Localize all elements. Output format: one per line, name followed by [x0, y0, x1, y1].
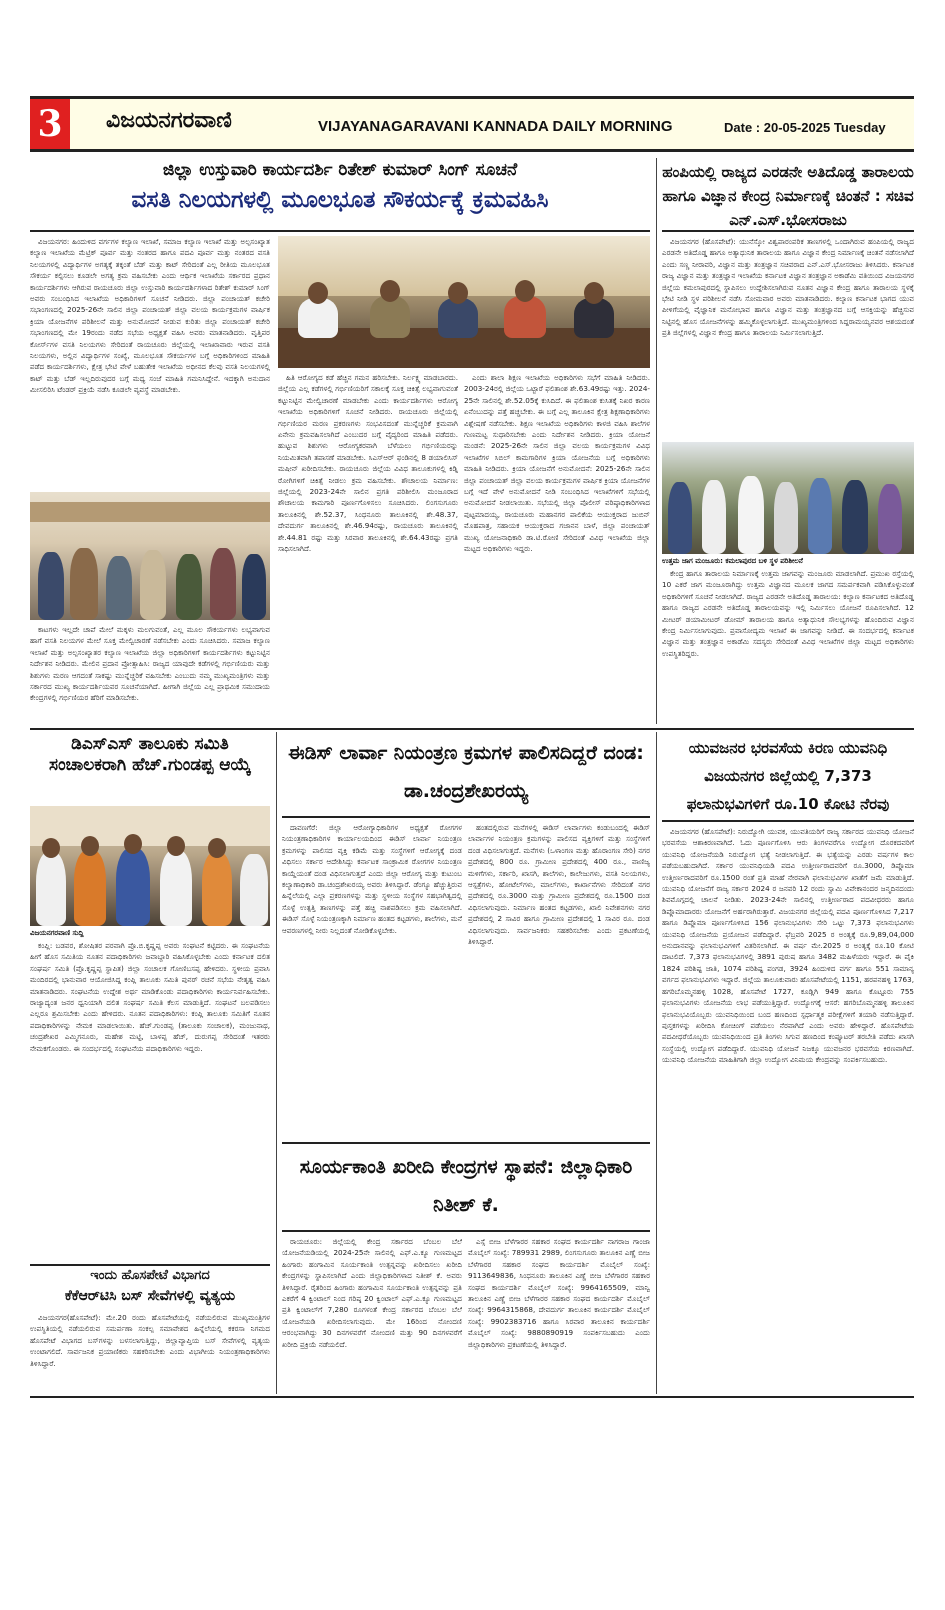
dss-headline: ಡಿಎಸ್‌ಎಸ್ ತಾಲೂಕು ಸಮಿತಿ ಸಂಚಾಲಕರಾಗಿ ಹೆಚ್.ಗುಂಡಪ್ಪ ಆಯ್ಕೆ: [49, 734, 251, 776]
sunflower-headline: ಸೂರ್ಯಕಾಂತಿ ಖರೀದಿ ಕೇಂದ್ರಗಳ ಸ್ಥಾಪನೆ: ಜಿಲ್ಲಾಧಿಕಾರಿ ನಿತೀಶ್ ಕೆ.: [299, 1156, 633, 1216]
sidebar-body-2: [662, 568, 914, 724]
lead-paragraph-1: ವಿಜಯನಗರ: ಹಿಂದುಳಿದ ವರ್ಗಗಳ ಕಲ್ಯಾಣ ಇಲಾಖೆ, ಸಮಾಜ ಕಲ್ಯಾಣ ಇಲಾಖೆ ಮತ್ತು ಅಲ್ಪಸಂಖ್ಯಾತ ಕಲ್ಯಾಣ ಇಲಾಖೆಯ ಮೆಟ್ರಿಕ್ ಪೂರ್ವ ಮತ್ತು ನಂತರದ ಹಾಗೂ ಪದವಿ ಪೂರ್ವ ಮತ್ತು ನಂತರದ ವಸತಿ ನಿಲಯಗಳಲ್ಲಿ ವಿದ್ಯಾರ್ಥಿಗಳ ಅಗತ್ಯಕ್ಕೆ ತಕ್ಕಂತೆ ಬೆಡ್ ಮತ್ತು ಕಾಟ್ ಸೇರಿದಂತೆ ಎಲ್ಲ ರೀತಿಯ ಮೂಲಭೂತ ಸೌಕರ್ಯ ಕಲ್ಪಿಸಲು ಕೂಡಲೇ ಅಗತ್ಯ ಕ್ರಮ ವಹಿಸಬೇಕು ಎಂದು ಆರ್ಥಿಕ ಇಲಾಖೆಯ ಸರ್ಕಾರದ ಪ್ರಧಾನ ಕಾರ್ಯದರ್ಶಿಗಳು ಆಗಿರುವ ರಾಯಚೂರು ಜಿಲ್ಲಾ ಉಸ್ತುವಾರಿ ಕಾರ್ಯದರ್ಶಿಗಳಾದ ರಿತೇಶ್ ಕುಮಾರ್ ಸಿಂಗ್ ಅವರು ಸಂಬಂಧಿಸಿದ ಇಲಾಖೆಯ ಅಧಿಕಾರಿಗಳಿಗೆ ಸೂಚನೆ ನೀಡಿದರು. ಜಿಲ್ಲಾ ಪಂಚಾಯತ್ ಕಚೇರಿ ಸಭಾಂಗಣದಲ್ಲಿ 2025-26ನೇ ಸಾಲಿನ ಜಿಲ್ಲಾ ಪಂಚಾಯತ್ ಜಿಲ್ಲಾ ವಲಯ ಕಾರ್ಯಕ್ರಮಗಳ ವಾರ್ಷಿಕ ಕ್ರಿಯಾ ಯೋಜನೆಗಳ ಪರಿಶೀಲನೆ ಮತ್ತು ಅನುಮೋದನೆ ನೀಡುವ ಕುರಿತು ಜಿಲ್ಲಾ ಪಂಚಾಯತ್ ಕಚೇರಿ ಸಭಾಂಗಣದಲ್ಲಿ ಮೇ 19ರಂದು ನಡೆದ ಸಭೆಯ ಅಧ್ಯಕ್ಷತೆ ವಹಿಸಿ ಅವರು ಮಾತನಾಡಿದರು. ವೃತ್ತಿಪರ ಕೋರ್ಸ್‌ಗಳ ವಸತಿ ನಿಲಯಗಳು ಸೇರಿದಂತೆ ರಾಯಚೂರು ಜಿಲ್ಲೆಯಲ್ಲಿ ಇಲಾಖಾವಾರು ಇರುವ ವಸತಿ ನಿಲಯಗಳು, ಅಲ್ಲಿನ ವಿದ್ಯಾರ್ಥಿಗಳ ಸಂಖ್ಯೆ, ಮೂಲಭೂತ ಸೌಕರ್ಯಗಳ ಬಗ್ಗೆ ಅಧಿಕಾರಿಗಳಿಂದ ಮಾಹಿತಿ ಪಡೆದ ಕಾರ್ಯದರ್ಶಿಗಳು, ಕ್ಷೇತ್ರ ಭೇಟಿ ವೇಳೆ ಬಹುತೇಕ ಇಲಾಖೆಯ ಅಧೀನದ ಕೆಲವು ವಸತಿ ನಿಲಯಗಳಲ್ಲಿ ಕಾಟ್ ಮತ್ತು ಬೆಡ್ ಇಲ್ಲದಿರುವುದರ ಬಗ್ಗೆ ಮಧ್ಯ ಸಂಜೆ ಮಾಹಿತಿ ಗಮನಿಸಿದ್ದೇನೆ. ಇದಕ್ಕಾಗಿ ಅನುದಾನ ಮೀಸಲಿರಿಸಿ ಟೆಂಡರ್ ಪ್ರಕ್ರಿಯೆ ನಡೆಸಿ ಕೂಡಲೇ ವ್ಯವಸ್ಥೆ ಮಾಡಬೇಕು.: [30, 237, 270, 395]
lead-body-col2: [278, 372, 458, 724]
larva-paragraph-1: ದಾವಣಗೆರೆ: ಜಿಲ್ಲಾ ಆರೋಗ್ಯಾಧಿಕಾರಿಗಳ ಅಧ್ಯಕ್ಷತೆ ರೋಗಗಳ ನಿಯಂತ್ರಣಾಧಿಕಾರಿಗಳ ಕಾರ್ಯಾಲಯದಿಂದ ಈಡಿಸ್ ಲಾರ್ವಾ ನಿಯಂತ್ರಣ ಕ್ರಮಗಳನ್ನು ಪಾಲಿಸದ ವ್ಯಕ್ತಿ ಕಡಿಮೆ ಮತ್ತು ಸಂಸ್ಥೆಗಳಿಗೆ ಆರೋಗ್ಯಕ್ಕೆ ದಂಡ ವಿಧಿಸಲು ಸರ್ಕಾರ ಆದೇಶಿಸಿದ್ದು ಕರ್ನಾಟಕ ಸಾಂಕ್ರಾಮಿಕ ರೋಗಗಳ ನಿಯಂತ್ರಣ ಕಾಯ್ದೆಯಂತೆ ದಂಡ ವಿಧಿಸಲಾಗುತ್ತದೆ ಎಂದು ಜಿಲ್ಲಾ ಆರೋಗ್ಯ ಮತ್ತು ಕುಟುಂಬ ಕಲ್ಯಾಣಾಧಿಕಾರಿ ಡಾ.ಚಂದ್ರಶೇಖರಯ್ಯ ಅವರು ತಿಳಿಸಿದ್ದಾರೆ. ಡೆಂಗ್ಯೂ ಹೆಚ್ಚುತ್ತಿರುವ ಹಿನ್ನೆಲೆಯಲ್ಲಿ ಎಲ್ಲಾ ಪ್ರಕರಣಗಳನ್ನು ಮತ್ತು ಸ್ಥಳೀಯ ಸಂಸ್ಥೆಗಳ ಸಹಭಾಗಿತ್ವದಲ್ಲಿ ಸೊಳ್ಳೆ ಉತ್ಪತ್ತಿ ತಾಣಗಳನ್ನು ಪತ್ತೆ ಹಚ್ಚಿ ನಾಶಪಡಿಸಲು ಕ್ರಮ ವಹಿಸಲಾಗಿದೆ. ಈಡಿಸ್ ಸೊಳ್ಳೆ ನಿಯಂತ್ರಣಕ್ಕಾಗಿ ನಿರ್ಮಾಣ ಹಂತದ ಕಟ್ಟಡಗಳು, ಶಾಲೆಗಳು, ಮನೆ ಆವರಣಗಳಲ್ಲಿ ನೀರು ನಿಲ್ಲದಂತೆ ನೋಡಿಕೊಳ್ಳಬೇಕು.: [282, 823, 462, 935]
paper-name-english: VIJAYANAGARAVANI KANNADA DAILY MORNING: [318, 118, 673, 135]
sunflower-paragraph-2: ಎಸ್ಸೆ ಬೀಜ ಬೆಳೆಗಾರರ ಸಹಕಾರ ಸಂಘದ ಕಾರ್ಯದರ್ಶಿ ನಾಗರಾಜ ಗಾಂಜಾ ಮೊಬೈಲ್ ಸಂಖ್ಯೆ: 789931 2989, ಲಿಂಗಸುಗೂರು ತಾಲೂಕಿನ ಎಣ್ಣೆ ಬೀಜ ಬೆಳೆಗಾರರ ಸಹಕಾರ ಸಂಘದ ಕಾರ್ಯದರ್ಶಿ ಮೊಬೈಲ್ ಸಂಖ್ಯೆ: 9113649836, ಸಿಂಧನೂರು ತಾಲೂಕಿನ ಎಣ್ಣೆ ಬೀಜ ಬೆಳೆಗಾರರ ಸಹಕಾರ ಸಂಘದ ಕಾರ್ಯದರ್ಶಿ ಮೊಬೈಲ್ ಸಂಖ್ಯೆ: 9964165509, ಮಾನ್ವಿ ತಾಲೂಕಿನ ಎಣ್ಣೆ ಬೀಜ ಬೆಳೆಗಾರರ ಸಹಕಾರ ಸಂಘದ ಕಾರ್ಯದರ್ಶಿ ಮೊಬೈಲ್ ಸಂಖ್ಯೆ: 9964315868, ದೇವದುರ್ಗ ತಾಲೂಕಿನ ಕಾರ್ಯದರ್ಶಿ ಮೊಬೈಲ್ ಸಂಖ್ಯೆ: 9902383716 ಹಾಗೂ ಸಿರವಾರ ತಾಲೂಕಿನ ಕಾರ್ಯದರ್ಶಿ ಮೊಬೈಲ್ ಸಂಖ್ಯೆ: 9880890919 ಸಂಪರ್ಕಿಸಬಹುದು ಎಂದು ಜಿಲ್ಲಾಧಿಕಾರಿಗಳು ಪ್ರಕಟಣೆಯಲ್ಲಿ ತಿಳಿಸಿದ್ದಾರೆ.: [468, 1237, 650, 1349]
lead-paragraph-3: ಹಿತಿ ಆರೋಗ್ಯದ ಕಡೆ ಹೆಚ್ಚಿನ ಗಮನ ಹರಿಸಬೇಕು. ನಿರ್ಲಕ್ಷ್ಯ ಮಾಡಬಾರದು. ಜಿಲ್ಲೆಯ ಎಲ್ಲ ಕಡೆಗಳಲ್ಲಿ ಗರ್ಭಿಣಿಯರಿಗೆ ಸಕಾಲಕ್ಕೆ ಸೂಕ್ತ ಚಿಕಿತ್ಸೆ ಲಭ್ಯವಾಗುವಂತೆ ಕಟ್ಟುನಿಟ್ಟಿನ ಮೇಲ್ವಿಚಾರಣೆ ಮಾಡಬೇಕು ಎಂದು ಕಾರ್ಯದರ್ಶಿಗಳು ಆರೋಗ್ಯ ಇಲಾಖೆಯ ಅಧಿಕಾರಿಗಳಿಗೆ ಸೂಚನೆ ನೀಡಿದರು. ರಾಯಚೂರು ಜಿಲ್ಲೆಯಲ್ಲಿ ಗರ್ಭಿಣಿಯರ ಮರಣ ಪ್ರಕರಣಗಳು ಸಂಭವಿಸದಂತೆ ಮುನ್ನೆಚ್ಚರಿಕೆ ಕ್ರಮವಾಗಿ ಏನೇನು ಕ್ರಮವಹಿಸಲಾಗಿದೆ ಎಂಬುದರ ಬಗ್ಗೆ ವೈದ್ಯರಿಂದ ಮಾಹಿತಿ ಪಡೆದರು. ಹುಟ್ಟುವ ಶಿಶುಗಳು ಆರೋಗ್ಯಕರವಾಗಿ ಬೆಳೆಯಲು ಗರ್ಭಿಣಿಯರನ್ನು ನಿಯಮಿತವಾಗಿ ತಪಾಸಣೆ ಮಾಡಬೇಕು. ಸಿಎಸ್ಆರ್ ಫಂಡಿನಲ್ಲಿ 8 ಡಯಾಲಿಸಿಸ್ ಮಷೀನ್ ಖರೀದಿಸಬೇಕು. ರಾಯಚೂರು ಜಿಲ್ಲೆಯ ವಿವಿಧ ತಾಲೂಕುಗಳಲ್ಲಿ ಕಿಡ್ನಿ ರೋಗಿಗಳಿಗೆ ಚಿಕಿತ್ಸೆ ನೀಡಲು ಕ್ರಮ ವಹಿಸಬೇಕು. ಶೌಚಾಲಯ ನಿರ್ಮಾಣ: ಜಿಲ್ಲೆಯಲ್ಲಿ 2023-24ನೇ ಸಾಲಿನ ಪ್ರಗತಿ ಪರಿಶೀಲಿಸಿ ಮಂಜೂರಾದ ಶೌಚಾಲಯ ಕಾಮಗಾರಿ ಪೂರ್ಣಗೊಳಿಸಲು ಸೂಚಿಸಿದರು. ಲಿಂಗಸುಗೂರು ತಾಲೂಕಿನಲ್ಲಿ ಶೇ.52.37, ಸಿಂಧನೂರು ತಾಲೂಕಿನಲ್ಲಿ ಶೇ.48.37, ದೇವದುರ್ಗ ತಾಲೂಕಿನಲ್ಲಿ ಶೇ.46.94ರಷ್ಟು, ರಾಯಚೂರು ತಾಲೂಕಿನಲ್ಲಿ ಶೇ.44.81 ರಷ್ಟು ಮತ್ತು ಸಿರವಾರ ತಾಲೂಕಿನಲ್ಲಿ ಶೇ.64.43ರಷ್ಟು ಪ್ರಗತಿ ಸಾಧಿಸಲಾಗಿದೆ.: [278, 373, 458, 554]
lead-body-col1: [30, 236, 270, 486]
larva-headline: ಈಡಿಸ್ ಲಾರ್ವಾ ನಿಯಂತ್ರಣ ಕ್ರಮಗಳ ಪಾಲಿಸದಿದ್ದರೆ ದಂಡ: ಡಾ.ಚಂದ್ರಶೇಖರಯ್ಯ: [288, 742, 644, 802]
youth-headline: ಯುವಜನರ ಭರವಸೆಯ ಕಿರಣ ಯುವನಿಧಿ ವಿಜಯನಗರ ಜಿಲ್ಲೆಯಲ್ಲಿ 7,373 ಫಲಾನುಭವಿಗಳಿಗೆ ರೂ.10 ಕೋಟಿ ನೆರವು: [686, 739, 890, 813]
lead-body-col3: [464, 372, 650, 724]
lead-body-col1-lower: [30, 624, 270, 724]
sunflower-body-col1: [282, 1236, 462, 1390]
sunflower-body-col2: [468, 1236, 650, 1390]
ksrtc-kicker: ಇಂದು ಹೊಸಪೇಟೆ ವಿಭಾಗದ: [90, 1268, 210, 1283]
page-number: 3: [30, 99, 70, 149]
lead-paragraph-2: ಕಾಟಗಳು ಇಲ್ಲದೇ ಚಾಪೆ ಮೇಲೆ ಮಕ್ಕಳು ಮಲಗುವಂತೆ, ಎಲ್ಲ ಮೂಲ ಸೌಕರ್ಯಗಳು ಲಭ್ಯವಾಗುವ ಹಾಗೆ ವಸತಿ ನಿಲಯಗಳ ಮೇಲೆ ಸೂಕ್ತ ಮೇಲ್ವಿಚಾರಣೆ ನಡೆಸಬೇಕು ಎಂದು ಸೂಚಿಸಿದರು. ಸಮಾಜ ಕಲ್ಯಾಣ ಇಲಾಖೆ ಮತ್ತು ಅಲ್ಪಸಂಖ್ಯಾತರ ಕಲ್ಯಾಣ ಇಲಾಖೆಯ ಜಿಲ್ಲಾ ಅಧಿಕಾರಿಗಳಿಗೆ ಕಾರ್ಯದರ್ಶಿಗಳು ಕಟ್ಟುನಿಟ್ಟಿನ ನಿರ್ದೇಶನ ನೀಡಿದರು. ಮೇಲಿನ ಪ್ರದಾನ ಪ್ರೋತ್ಸಾಹಿಸಿ: ರಾಜ್ಯದ ಯಾವುದೇ ಕಡೆಗಳಲ್ಲಿ ಗರ್ಭಿಣಿಯರು ಮತ್ತು ಶಿಶುಗಳು ಮರಣ ಆಗದಂತೆ ಸಾಕಷ್ಟು ಮುನ್ನೆಚ್ಚರಿಕೆ ವಹಿಸಬೇಕು ಎಂಬುದು ನಮ್ಮ ಮುಖ್ಯಮಂತ್ರಿಗಳು ಮತ್ತು ಸರ್ಕಾರದ ಮುಖ್ಯ ಕಾರ್ಯದರ್ಶಿಯವರ ಸೂಚನೆಯಾಗಿದೆ. ಹೀಗಾಗಿ ಜಿಲ್ಲೆಯ ಎಲ್ಲ ಪ್ರಾಥಮಿಕ ಸಮುದಾಯ ಕೇಂದ್ರಗಳಲ್ಲಿ ಗರ್ಭಿಣಿಯರ ಹೆರಿಗೆ ಮಾಡಿಸಬೇಕು.: [30, 625, 270, 703]
larva-body-col2: [468, 822, 650, 1138]
sidebar-body: [662, 236, 914, 436]
lead-headline: ವಸತಿ ನಿಲಯಗಳಲ್ಲಿ ಮೂಲಭೂತ ಸೌಕರ್ಯಕ್ಕೆ ಕ್ರಮವಹಿಸಿ: [131, 187, 549, 213]
dss-paragraph: ಕಂಪ್ಲಿ: ಬಡವರ, ಶೋಷಿತರ ಪರವಾಗಿ ಪ್ರೊ.ಬಿ.ಕೃಷ್ಣಪ್ಪ ಅವರು ಸಂಘಟನೆ ಕಟ್ಟಿದರು. ಈ ಸಂಘಟನೆಯ ಹೀಗೆ ಹೊಸ ಸಮಿತಿಯ ನೂತನ ಪದಾಧಿಕಾರಿಗಳು ಜವಾಬ್ದಾರಿ ವಹಿಸಿಕೊಳ್ಳಬೇಕು ಎಂದು ಕರ್ನಾಟಕ ದಲಿತ ಸಂಘರ್ಷ ಸಮಿತಿ (ಪ್ರೊ.ಕೃಷ್ಣಪ್ಪ ಸ್ಥಾಪಿತ) ಜಿಲ್ಲಾ ಸಂಚಾಲಕ ಗೋಣಿಬಸಪ್ಪ ಹೇಳಿದರು. ಸ್ಥಳೀಯ ಪ್ರವಾಸಿ ಮಂದಿರದಲ್ಲಿ ಭಾನುವಾರ ಆಯೋಜಿಸಿದ್ದ ಕಂಪ್ಲಿ ತಾಲೂಕು ಸಮಿತಿ ಪುನರ್ ರಚನೆ ಸಭೆಯ ನೇತೃತ್ವ ವಹಿಸಿ ಮಾತನಾಡಿದರು. ಸಂಘಟನೆಯ ಉದ್ದೇಶ ಅರ್ಥ ಮಾಡಿಕೊಂಡು ಪದಾಧಿಕಾರಿಗಳು ಕಾರ್ಯನಿರ್ವಹಿಸಬೇಕು. ರಾಜ್ಯಾದ್ಯಂತ ಜನರ ಧ್ವನಿಯಾಗಿ ದಲಿತ ಸಂಘರ್ಷ ಸಮಿತಿ ಕೆಲಸ ಮಾಡುತ್ತಿದೆ. ಸಂಘಟನೆ ಬಲಪಡಿಸಲು ಎಲ್ಲರೂ ಶ್ರಮಿಸಬೇಕು ಎಂದು ಹೇಳಿದರು. ನೂತನ ಪದಾಧಿಕಾರಿಗಳು: ಕಂಪ್ಲಿ ತಾಲೂಕು ಸಮಿತಿಗೆ ನೂತನ ಪದಾಧಿಕಾರಿಗಳನ್ನು ನೇಮಕ ಮಾಡಲಾಯಿತು. ಹೆಚ್.ಗುಂಡಪ್ಪ (ತಾಲೂಕು ಸಂಚಾಲಕ), ಮಂಜುನಾಥ, ಚಂದ್ರಶೇಖರ ಎಮ್ಮಿಗನೂರು, ಮಹೇಶ ಮಟ್ಟಿ, ಬಾಳಪ್ಪ ಹೆಚ್, ದುರುಗಪ್ಪ ಸೇರಿದಂತೆ ಇತರರು ನೇಮಕಗೊಂಡರು. ಈ ಸಂದರ್ಭದಲ್ಲಿ ಸಂಘಟನೆಯ ಪದಾಧಿಕಾರಿಗಳು ಇದ್ದರು.: [30, 941, 270, 1053]
site-photo-caption: ಉತ್ತಮ ಜಾಗ ಮಂಜೂರು: ಕಮಲಾಪುರದ ಬಳಿ ಸ್ಥಳ ಪರಿಶೀಲನೆ: [662, 557, 803, 565]
dss-photo-caption: ವಿಜಯನಗರವಾಣಿ ಸುದ್ದಿ: [30, 929, 84, 937]
dss-body: [30, 940, 270, 1260]
site-inspection-photo: [662, 442, 914, 554]
sidebar-paragraph-2: ಕೇಂದ್ರ ಹಾಗೂ ತಾರಾಲಯ ನಿರ್ಮಾಣಕ್ಕೆ ಉತ್ತಮ ಜಾಗವನ್ನು ಮಂಜೂರು ಮಾಡಲಾಗಿದೆ. ಪ್ರಮುಖ ರಸ್ತೆಯಲ್ಲಿ 10 ಎಕರೆ ಜಾಗ ಮಂಜೂರಾಗಿದ್ದು ಉತ್ತಮ ವಿಜ್ಞಾನದ ಮೂಲಕ ಜಾಗದ ಸಮರ್ಪಕವಾಗಿ ಪಡಿಸಿಕೊಳ್ಳುವಂತೆ ಅಧಿಕಾರಿಗಳಿಗೆ ಸೂಚನೆ ನೀಡಲಾಗಿದೆ. ರಾಜ್ಯದ ಎರಡನೇ ಅತಿದೊಡ್ಡ ತಾರಾಲಯ: ಕಲ್ಯಾಣ ಕರ್ನಾಟಕದ ಅತಿದೊಡ್ಡ ಹಾಗೂ ರಾಜ್ಯದ ಎರಡನೇ ಅತಿದೊಡ್ಡ ತಾರಾಲಯವನ್ನು ಇಲ್ಲಿ ನಿರ್ಮಿಸಲು ಯೋಜನೆ ರೂಪಿಸಲಾಗಿದೆ. 12 ಮೀಟರ್ ಡಯಾಮೀಟರ್ ಡೋಮ್ ತಾರಾಲಯ ಹಾಗೂ ಅತ್ಯಾಧುನಿಕ ಸೌಲಭ್ಯಗಳನ್ನು ಹೊಂದಿರುವ ವಿಜ್ಞಾನ ಕೇಂದ್ರ ನಿರ್ಮಿಸಲಾಗುವುದು. ಪ್ರವಾಸೋದ್ಯಮ ಇಲಾಖೆ ಈ ಜಾಗವನ್ನು ನೀಡಿದೆ. ಈ ಸಂದರ್ಭದಲ್ಲಿ ಕರ್ನಾಟಕ ವಿಜ್ಞಾನ ಮತ್ತು ತಂತ್ರಜ್ಞಾನ ಅಕಾಡೆಮಿ ಸದಸ್ಯರು ಸೇರಿದಂತೆ ವಿವಿಧ ಇಲಾಖೆಗಳ ಜಿಲ್ಲಾ ಮಟ್ಟದ ಅಧಿಕಾರಿಗಳು ಉಪಸ್ಥಿತರಿದ್ದರು.: [662, 569, 914, 658]
issue-date: Date : 20-05-2025 Tuesday: [724, 120, 886, 135]
larva-paragraph-2: ಹಂತದಲ್ಲಿರುವ ಮನೆಗಳಲ್ಲಿ ಈಡಿಸ್ ಲಾರ್ವಾಗಳು ಕಂಡುಬಂದಲ್ಲಿ ಈಡಿಸ್ ಲಾರ್ವಾಗಳ ನಿಯಂತ್ರಣ ಕ್ರಮಗಳನ್ನು ಪಾಲಿಸದ ವ್ಯಕ್ತಿಗಳಿಗೆ ಮತ್ತು ಸಂಸ್ಥೆಗಳಿಗೆ ದಂಡ ವಿಧಿಸಲಾಗುತ್ತದೆ. ಮನೆಗಳು (ಒಳಾಂಗಣ ಮತ್ತು ಹೊರಾಂಗಣ ಸೇರಿ) ನಗರ ಪ್ರದೇಶದಲ್ಲಿ 800 ರೂ. ಗ್ರಾಮೀಣ ಪ್ರದೇಶದಲ್ಲಿ 400 ರೂ., ವಾಣಿಜ್ಯ ಮಳಿಗೆಗಳು, ಸರ್ಕಾರಿ, ಖಾಸಗಿ, ಶಾಲೆಗಳು, ಕಾಲೇಜುಗಳು, ವಸತಿ ನಿಲಯಗಳು, ಆಸ್ಪತ್ರೆಗಳು, ಹೋಟೆಲ್‌ಗಳು, ಮಾಲ್‌ಗಳು, ಕಾರ್ಖಾನೆಗಳು ಸೇರಿದಂತೆ ನಗರ ಪ್ರದೇಶದಲ್ಲಿ ರೂ.3000 ಮತ್ತು ಗ್ರಾಮೀಣ ಪ್ರದೇಶದಲ್ಲಿ ರೂ.1500 ದಂಡ ವಿಧಿಸಲಾಗುವುದು. ನಿರ್ಮಾಣ ಹಂತದ ಕಟ್ಟಡಗಳು, ಖಾಲಿ ನಿವೇಶನಗಳು ನಗರ ಪ್ರದೇಶದಲ್ಲಿ 2 ಸಾವಿರ ಹಾಗೂ ಗ್ರಾಮೀಣ ಪ್ರದೇಶದಲ್ಲಿ 1 ಸಾವಿರ ರೂ. ದಂಡ ವಿಧಿಸಲಾಗುವುದು. ಸಾರ್ವಜನಿಕರು ಸಹಕರಿಸಬೇಕು ಎಂದು ಪ್ರಕಟಣೆಯಲ್ಲಿ ತಿಳಿಸಿದ್ದಾರೆ.: [468, 823, 650, 947]
paper-name-kannada: ವಿಜಯನಗರವಾಣಿ: [106, 108, 232, 133]
hall-meeting-photo: [30, 492, 270, 620]
sidebar-paragraph-1: ವಿಜಯನಗರ (ಹೊಸಪೇಟೆ): ಯುನೆಸ್ಕೋ ವಿಶ್ವಪಾರಂಪರಿಕ ತಾಣಗಳಲ್ಲಿ ಒಂದಾಗಿರುವ ಹಂಪಿಯಲ್ಲಿ ರಾಜ್ಯದ ಎರಡನೇ ಅತಿದೊಡ್ಡ ಹಾಗೂ ಅತ್ಯಾಧುನಿಕ ತಾರಾಲಯ ಹಾಗೂ ವಿಜ್ಞಾನ ಕೇಂದ್ರ ನಿರ್ಮಾಣಕ್ಕೆ ಚಿಂತನೆ ನಡೆಸಲಾಗಿದೆ ಎಂದು ಸಣ್ಣ ನೀರಾವರಿ, ವಿಜ್ಞಾನ ಮತ್ತು ತಂತ್ರಜ್ಞಾನ ಸಚಿವರಾದ ಎನ್.ಎಸ್.ಭೋಸರಾಜು ತಿಳಿಸಿದರು. ಕರ್ನಾಟಕ ರಾಜ್ಯ ವಿಜ್ಞಾನ ಮತ್ತು ತಂತ್ರಜ್ಞಾನ ಇಲಾಖೆಯ ಕರ್ನಾಟಕ ವಿಜ್ಞಾನ ತಂತ್ರಜ್ಞಾನ ಅಕಾಡೆಮಿ ವತಿಯಿಂದ ವಿಜಯನಗರ ಜಿಲ್ಲೆಯ ಕಮಲಾಪುರದಲ್ಲಿ ಸ್ಥಾಪಿಸಲು ಉದ್ದೇಶಿಸಲಾಗಿರುವ ನೂತನ ವಿಜ್ಞಾನ ಕೇಂದ್ರ ಹಾಗೂ ತಾರಾಲಯ ಸ್ಥಳಕ್ಕೆ ಭೇಟಿ ನೀಡಿ ಸ್ಥಳ ಪರಿಶೀಲನೆ ನಡೆಸಿ ಸೋಮವಾರ ಅವರು ಮಾತನಾಡಿದರು. ಕಲ್ಯಾಣ ಕರ್ನಾಟಕ ಭಾಗದ ಯುವ ಪೀಳಿಗೆಯಲ್ಲಿ ವೈಜ್ಞಾನಿಕ ಮನೋಭಾವ ಹಾಗೂ ವಿಜ್ಞಾನ ಮತ್ತು ತಂತ್ರಜ್ಞಾನದ ಬಗ್ಗೆ ಆಸಕ್ತಿಯನ್ನು ಹೆಚ್ಚಿಸುವ ನಿಟ್ಟಿನಲ್ಲಿ ಹೊಸ ಯೋಜನೆಗಳನ್ನು ಹಮ್ಮಿಕೊಳ್ಳಲಾಗುತ್ತಿದೆ. ಮುಖ್ಯಮಂತ್ರಿಗಳಿಂದ ಸಿದ್ದರಾಮಯ್ಯನವರ ಆಶಯದಂತೆ ಪ್ರತಿ ಜಿಲ್ಲೆಗಳಲ್ಲಿ ವಿಜ್ಞಾನ ಕೇಂದ್ರ ಹಾಗೂ ತಾರಾಲಯ ನಿರ್ಮಿಸಲಾಗುತ್ತಿದೆ.: [662, 237, 914, 338]
lead-meeting-photo: [278, 236, 650, 368]
ksrtc-body: [30, 1312, 270, 1390]
youth-paragraph: ವಿಜಯನಗರ (ಹೊಸಪೇಟೆ): ನಿರುದ್ಯೋಗಿ ಯುವಕ, ಯುವತಿಯರಿಗೆ ರಾಜ್ಯ ಸರ್ಕಾರದ ಯುವನಿಧಿ ಯೋಜನೆ ಭರವಸೆಯ ಆಶಾಕಿರಣವಾಗಿದೆ. ಓದು ಪೂರ್ಣಗೊಳಿಸಿ ಆರು ತಿಂಗಳವರೆಗೂ ಉದ್ಯೋಗ ದೊರಕದವರಿಗೆ ಯುವನಿಧಿ ಯೋಜನೆಯಡಿ ನಿರುದ್ಯೋಗ ಭತ್ಯೆ ನೀಡಲಾಗುತ್ತಿದೆ. ಈ ಭತ್ಯೆಯನ್ನು ಎರಡು ವರ್ಷಗಳ ಕಾಲ ಪಡೆಯಬಹುದಾಗಿದೆ. ಸರ್ಕಾರ ಯುವನಿಧಿಯಡಿ ಪದವಿ ಉತ್ತೀರ್ಣರಾದವರಿಗೆ ರೂ.3000, ಡಿಪ್ಲೊಮಾ ಉತ್ತೀರ್ಣರಾದವರಿಗೆ ರೂ.1500 ರಂತೆ ಪ್ರತಿ ಮಾಹೆ ನೇರವಾಗಿ ಫಲಾನುಭವಿಗಳ ಖಾತೆಗೆ ಜಮೆ ಮಾಡುತ್ತಿದೆ. ಯುವನಿಧಿ ಯೋಜನೆಗೆ ರಾಜ್ಯ ಸರ್ಕಾರ 2024 ರ ಜನವರಿ 12 ರಂದು ಸ್ವಾಮಿ ವಿವೇಕಾನಂದರ ಜನ್ಮದಿನದಂದು ಶಿವಮೊಗ್ಗದಲ್ಲಿ ಚಾಲನೆ ನೀಡಿತು. 2023-24ನೇ ಸಾಲಿನಲ್ಲಿ ಉತ್ತೀರ್ಣರಾದ ಪದವೀಧರರು ಹಾಗೂ ಡಿಪ್ಲೊಮಾದಾರರು ಯೋಜನೆಗೆ ಅರ್ಹರಾಗಿರುತ್ತಾರೆ. ವಿಜಯನಗರ ಜಿಲ್ಲೆಯಲ್ಲಿ ಪದವಿ ಪೂರ್ಣಗೊಳಿಸಿದ 7,217 ಹಾಗೂ ಡಿಪ್ಲೊಮಾ ಪೂರ್ಣಗೊಳಿಸಿದ 156 ಫಲಾನುಭವಿಗಳು ಸೇರಿ ಒಟ್ಟು 7,373 ಫಲಾನುಭವಿಗಳು ಯುವನಿಧಿ ಯೋಜನೆಯ ಪ್ರಯೋಜನ ಪಡೆದಿದ್ದಾರೆ. ಫೆಬ್ರವರಿ 2025 ರ ಅಂತ್ಯಕ್ಕೆ ರೂ.9,89,04,000 ಅನುದಾನವನ್ನು ಫಲಾನುಭವಿಗಳಿಗೆ ವಿತರಿಸಲಾಗಿದೆ. ಈ ವರ್ಷ ಮೇ.2025 ರ ಅಂತ್ಯಕ್ಕೆ ರೂ.10 ಕೋಟಿ ದಾಟಲಿದೆ. 7,373 ಫಲಾನುಭವಿಗಳಲ್ಲಿ 3891 ಪುರುಷ ಹಾಗೂ 3482 ಮಹಿಳೆಯರು ಇದ್ದಾರೆ. ಈ ಪೈಕಿ 1824 ಪರಿಶಿಷ್ಟ ಜಾತಿ, 1074 ಪರಿಶಿಷ್ಟ ಪಂಗಡ, 3924 ಹಿಂದುಳಿದ ವರ್ಗ ಹಾಗೂ 551 ಸಾಮಾನ್ಯ ವರ್ಗದ ಫಲಾನುಭವಿಗಳು ಇದ್ದಾರೆ. ಜಿಲ್ಲೆಯ ತಾಲೂಕುವಾರು ಹೊಸಪೇಟೆಯಲ್ಲಿ 1151, ಹರಪನಹಳ್ಳಿ 1763, ಹಗರಿಬೊಮ್ಮನಹಳ್ಳಿ 1028, ಹೊಸಪೇಟೆ 1727, ಕೂಡ್ಲಿಗಿ 949 ಹಾಗೂ ಕೊಟ್ಟೂರು 755 ಫಲಾನುಭವಿಗಳು ಯೋಜನೆಯ ಲಾಭ ಪಡೆಯುತ್ತಿದ್ದಾರೆ. ಉದ್ಯೋಗಕ್ಕೆ ಆಸರೆ: ಹಗರಿಬೊಮ್ಮನಹಳ್ಳಿ ತಾಲೂಕಿನ ಫಲಾನುಭವಿಯೊಬ್ಬರು ಯುವನಿಧಿಯಿಂದ ಬಂದ ಹಣದಿಂದ ಸ್ಪರ್ಧಾತ್ಮಕ ಪರೀಕ್ಷೆಗಳಿಗೆ ತಯಾರಿ ನಡೆಸುತ್ತಿದ್ದಾರೆ. ಪುಸ್ತಕಗಳನ್ನು ಖರೀದಿಸಿ ಕೋಚಿಂಗ್ ಪಡೆಯಲು ನೆರವಾಗಿದೆ ಎಂದು ಅವರು ಹೇಳಿದ್ದಾರೆ. ಹೊಸಪೇಟೆಯ ಪದವೀಧರೆಯೊಬ್ಬರು ಯುವನಿಧಿಯಿಂದ ಪ್ರತಿ ತಿಂಗಳು ಸಿಗುವ ಹಣದಿಂದ ಕಂಪ್ಯೂಟರ್ ತರಬೇತಿ ಪಡೆದು ಖಾಸಗಿ ಸಂಸ್ಥೆಯಲ್ಲಿ ಉದ್ಯೋಗ ಪಡೆದಿದ್ದಾರೆ. ಯುವನಿಧಿ ಯೋಜನೆ ನಿಜಕ್ಕೂ ಯುವಜನರ ಭರವಸೆಯ ಕಿರಣವಾಗಿದೆ. ಯುವನಿಧಿ ಯೋಜನೆಯ ಮಾಹಿತಿಗಾಗಿ ಜಿಲ್ಲಾ ಉದ್ಯೋಗ ವಿನಿಮಯ ಕೇಂದ್ರವನ್ನು ಸಂಪರ್ಕಿಸಬಹುದು.: [662, 827, 914, 1065]
dss-group-photo: [30, 806, 270, 926]
sidebar-headline: ಹಂಪಿಯಲ್ಲಿ ರಾಜ್ಯದ ಎರಡನೇ ಅತಿದೊಡ್ಡ ತಾರಾಲಯ ಹಾಗೂ ವಿಜ್ಞಾನ ಕೇಂದ್ರ ನಿರ್ಮಾಣಕ್ಕೆ ಚಿಂತನೆ : ಸಚಿವ ಎನ್.ಎಸ್.ಭೋಸರಾಜು: [662, 163, 914, 228]
ksrtc-paragraph: ವಿಜಯನಗರ(ಹೊಸಪೇಟೆ): ಮೇ.20 ರಂದು ಹೊಸಪೇಟೆಯಲ್ಲಿ ನಡೆಯಲಿರುವ ಮುಖ್ಯಮಂತ್ರಿಗಳ ಉಪಸ್ಥಿತಿಯಲ್ಲಿ ನಡೆಯಲಿರುವ ಸಮರ್ಪಣಾ ಸಂಕಲ್ಪ ಸಮಾವೇಶದ ಹಿನ್ನೆಲೆಯಲ್ಲಿ ಕಕರಸಾ ನಿಗಮದ ಹೊಸಪೇಟೆ ವಿಭಾಗದ ಬಸ್‌ಗಳನ್ನು ಬಳಸಲಾಗುತ್ತಿದ್ದು, ಜಿಲ್ಲಾವ್ಯಾಪ್ತಿಯ ಬಸ್ ಸೇವೆಗಳಲ್ಲಿ ವ್ಯತ್ಯಯ ಉಂಟಾಗಲಿದೆ. ಸಾರ್ವಜನಿಕ ಪ್ರಯಾಣಿಕರು ಸಹಕರಿಸಬೇಕು ಎಂದು ವಿಭಾಗೀಯ ನಿಯಂತ್ರಣಾಧಿಕಾರಿಗಳು ತಿಳಿಸಿದ್ದಾರೆ.: [30, 1313, 270, 1368]
ksrtc-headline: ಕೆಕೆಆರ್‌ಟಿಸಿ ಬಸ್ ಸೇವೆಗಳಲ್ಲಿ ವ್ಯತ್ಯಯ: [64, 1288, 236, 1304]
lead-kicker: ಜಿಲ್ಲಾ ಉಸ್ತುವಾರಿ ಕಾರ್ಯದರ್ಶಿ ರಿತೇಶ್ ಕುಮಾರ್ ಸಿಂಗ್ ಸೂಚನೆ: [162, 160, 518, 180]
lead-paragraph-4: ಎಂದು ಶಾಲಾ ಶಿಕ್ಷಣ ಇಲಾಖೆಯ ಅಧಿಕಾರಿಗಳು ಸಭೆಗೆ ಮಾಹಿತಿ ನೀಡಿದರು. 2003-24ರಲ್ಲಿ ಜಿಲ್ಲೆಯ ಒಟ್ಟಾರೆ ಫಲಿತಾಂಶ ಶೇ.63.49ರಷ್ಟು ಇತ್ತು. 2024-25ನೇ ಸಾಲಿನಲ್ಲಿ ಶೇ.52.05ಕ್ಕೆ ಕುಸಿದಿದೆ. ಈ ಫಲಿತಾಂಶ ಕುಸಿತಕ್ಕೆ ನಿಖರ ಕಾರಣ ಏನೆಂಬುದನ್ನು ಪತ್ತೆ ಹಚ್ಚಬೇಕು. ಈ ಬಗ್ಗೆ ಎಲ್ಲ ತಾಲೂಕಿನ ಕ್ಷೇತ್ರ ಶಿಕ್ಷಣಾಧಿಕಾರಿಗಳು ವಿಶ್ಲೇಷಣೆ ನಡೆಸಬೇಕು. ಶಿಕ್ಷಣ ಇಲಾಖೆಯ ಅಧಿಕಾರಿಗಳು ಕಾಳಜಿ ವಹಿಸಿ ಶಾಲೆಗಳ ಗುಣಮಟ್ಟ ಸುಧಾರಿಸಬೇಕು ಎಂದು ನಿರ್ದೇಶನ ನೀಡಿದರು. ಕ್ರಿಯಾ ಯೋಜನೆ ಮಂಡನೆ: 2025-26ನೇ ಸಾಲಿನ ಜಿಲ್ಲಾ ವಲಯ ಕಾರ್ಯಕ್ರಮಗಳ ವಿವಿಧ ಇಲಾಖೆಗಳ ಸಿಬಿಲ್ ಕಾಮಗಾರಿಗಳ ಕ್ರಿಯಾ ಯೋಜನೆಯ ಬಗ್ಗೆ ಅಧಿಕಾರಿಗಳು ಮಾಹಿತಿ ನೀಡಿದರು. ಕ್ರಿಯಾ ಯೋಜನೆಗೆ ಅನುಮೋದನೆ: 2025-26ನೇ ಸಾಲಿನ ಜಿಲ್ಲಾ ಪಂಚಾಯತ್ ಜಿಲ್ಲಾ ವಲಯ ಕಾರ್ಯಕ್ರಮಗಳ ವಾರ್ಷಿಕ ಕ್ರಿಯಾ ಯೋಜನೆಗಳ ಬಗ್ಗೆ ಇದೆ ವೇಳೆ ಅನುಮೋದನೆ ನೀಡಿ ಸಂಬಂಧಿಸಿದ ಇಲಾಖೆಗಳಿಗೆ ಸಭೆಯಲ್ಲಿ ಅನುಮೋದನೆ ನೀಡಲಾಯಿತು. ಸಭೆಯಲ್ಲಿ ಜಿಲ್ಲಾ ಪೊಲೀಸ್ ವರಿಷ್ಠಾಧಿಕಾರಿಗಳಾದ ಪುಟ್ಟಮಾದಯ್ಯ, ರಾಯಚೂರು ಮಹಾನಗರ ಪಾಲಿಕೆಯ ಆಯುಕ್ತರಾದ ಜುಬಿನ್ ಮೊಹಪಾತ್ರ, ಸಹಾಯಕ ಆಯುಕ್ತರಾದ ಗಜಾನನ ಬಾಳೆ, ಜಿಲ್ಲಾ ಪಂಚಾಯತ್ ಮುಖ್ಯ ಯೋಜನಾಧಿಕಾರಿ ಡಾ.ಟಿ.ರೋಣಿ ಸೇರಿದಂತೆ ವಿವಿಧ ಇಲಾಖೆಯ ಜಿಲ್ಲಾ ಮಟ್ಟದ ಅಧಿಕಾರಿಗಳು ಇದ್ದರು.: [464, 373, 650, 554]
youth-body: [662, 826, 914, 1390]
sunflower-paragraph-1: ರಾಯಚೂರು: ಜಿಲ್ಲೆಯಲ್ಲಿ ಕೇಂದ್ರ ಸರ್ಕಾರದ ಬೆಂಬಲ ಬೆಲೆ ಯೋಜನೆಯಡಿಯಲ್ಲಿ 2024-25ನೇ ಸಾಲಿನಲ್ಲಿ ಎಫ್.ಎ.ಕ್ಯೂ ಗುಣಮಟ್ಟದ ಹಿಂಗಾರು ಹಂಗಾಮಿನ ಸೂರ್ಯಕಾಂತಿ ಉತ್ಪನ್ನವನ್ನು ಖರೀದಿಸಲು ಖರೀದಿ ಕೇಂದ್ರಗಳನ್ನು ಸ್ಥಾಪಿಸಲಾಗಿದೆ ಎಂದು ಜಿಲ್ಲಾಧಿಕಾರಿಗಳಾದ ನಿತೀಶ್ ಕೆ. ಅವರು ತಿಳಿಸಿದ್ದಾರೆ. ರೈತರಿಂದ ಹಿಂಗಾರು ಹಂಗಾಮಿನ ಸೂರ್ಯಕಾಂತಿ ಉತ್ಪನ್ನವನ್ನು ಪ್ರತಿ ಎಕರೆಗೆ 4 ಕ್ವಿಂಟಾಲ್ ನಿಂದ ಗರಿಷ್ಠ 20 ಕ್ವಿಂಟಾಲ್ ಎಫ್.ಎ.ಕ್ಯೂ ಗುಣಮಟ್ಟದ ಪ್ರತಿ ಕ್ವಿಂಟಾಲ್‌ಗೆ 7,280 ರೂಗಳಂತೆ ಕೇಂದ್ರ ಸರ್ಕಾರದ ಬೆಂಬಲ ಬೆಲೆ ಯೋಜನೆಯಡಿ ಖರೀದಿಸಲಾಗುವುದು. ಮೇ 16ರಿಂದ ನೋಂದಣಿ ಆರಂಭವಾಗಿದ್ದು 30 ದಿನಗಳವರೆಗೆ ನೋಂದಣಿ ಮತ್ತು 90 ದಿನಗಳವರೆಗೆ ಖರೀದಿ ಪ್ರಕ್ರಿಯೆ ನಡೆಯಲಿದೆ.: [282, 1237, 462, 1349]
larva-body-col1: [282, 822, 462, 1138]
